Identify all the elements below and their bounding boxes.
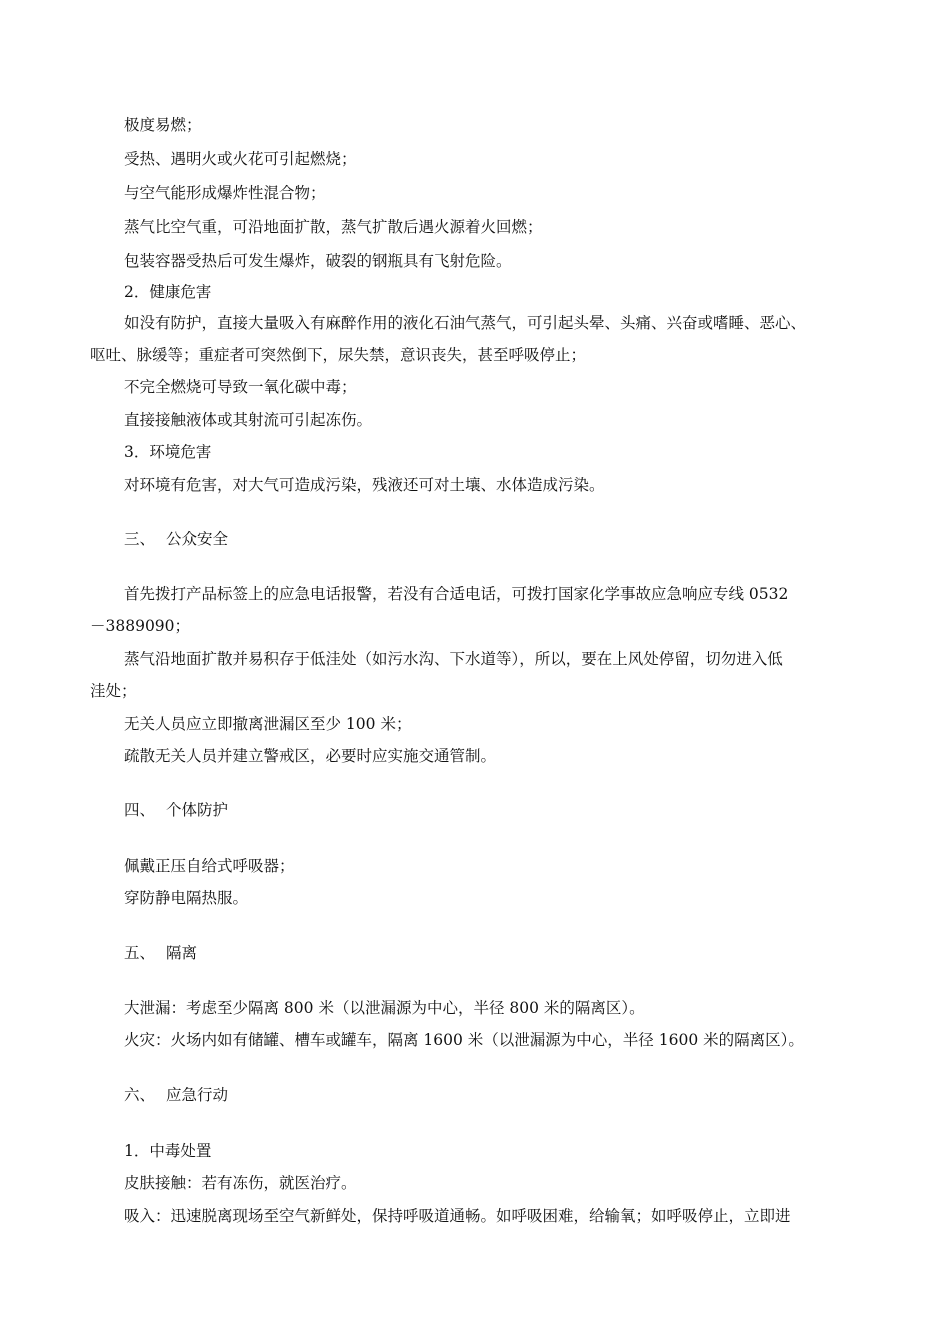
fire-hazard-line-3: 与空气能形成爆炸性混合物； [124,184,326,202]
emergency-line-inhalation: 吸入：迅速脱离现场至空气新鲜处，保持呼吸道通畅。如呼吸困难，给输氧；如呼吸停止，立即进 [124,1207,791,1225]
environment-line-1: 对环境有危害，对大气可造成污染，残液还可对土壤、水体造成污染。 [124,476,605,494]
isolation-line-1: 大泄漏：考虑至少隔离 800 米（以泄漏源为中心，半径 800 米的隔离区）。 [124,999,645,1017]
isolation-line-2: 火灾：火场内如有储罐、槽车或罐车，隔离 1600 米（以泄漏源为中心，半径 1600 米的隔离区）。 [124,1031,804,1049]
section-title: 公众安全 [166,530,229,548]
section-title: 应急行动 [166,1086,229,1104]
health-line-frostbite: 直接接触液体或其射流可引起冻伤。 [124,411,373,429]
health-hazard-title: 2．健康危害 [124,283,212,301]
emergency-heading [124,1085,228,1105]
public-safety-heading [124,529,228,549]
public-safety-line-1b: －3889090； [90,617,191,635]
public-safety-line-2a: 蒸气沿地面扩散并易积存于低洼处（如污水沟、下水道等），所以，要在上风处停留，切勿进入低 [124,650,783,668]
emergency-line-skin: 皮肤接触：若有冻伤，就医治疗。 [124,1174,357,1192]
environment-hazard-title: 3．环境危害 [124,443,212,461]
public-safety-line-3: 无关人员应立即撤离泄漏区至少 100 米； [124,715,412,733]
section-number: 六、 [124,1086,156,1104]
section-title: 隔离 [166,944,198,962]
fire-hazard-line-1: 极度易燃； [124,116,202,134]
ppe-line-2: 穿防静电隔热服。 [124,889,249,907]
ppe-heading [124,800,228,820]
health-paragraph-line-1: 如没有防护，直接大量吸入有麻醉作用的液化石油气蒸气，可引起头晕、头痛、兴奋或嗜睡、恶心、 [124,314,807,332]
public-safety-line-4: 疏散无关人员并建立警戒区，必要时应实施交通管制。 [124,747,497,765]
isolation-heading [124,943,197,963]
section-number: 五、 [124,944,156,962]
section-number: 四、 [124,801,156,819]
public-safety-line-1a: 首先拨打产品标签上的应急电话报警，若没有合适电话，可拨打国家化学事故应急响应专线 0532 [124,585,789,603]
public-safety-line-2b: 洼处； [90,682,137,700]
poisoning-subheading: 1．中毒处置 [124,1142,212,1160]
section-title: 个体防护 [166,801,229,819]
fire-hazard-line-4: 蒸气比空气重，可沿地面扩散，蒸气扩散后遇火源着火回燃； [124,218,543,236]
ppe-line-1: 佩戴正压自给式呼吸器； [124,857,295,875]
health-line-co: 不完全燃烧可导致一氧化碳中毒； [124,378,357,396]
health-paragraph-line-2: 呕吐、脉缓等；重症者可突然倒下，尿失禁，意识丧失，甚至呼吸停止； [90,346,587,364]
fire-hazard-line-2: 受热、遇明火或火花可引起燃烧； [124,150,357,168]
section-number: 三、 [124,530,156,548]
fire-hazard-line-5: 包装容器受热后可发生爆炸，破裂的钢瓶具有飞射危险。 [124,252,512,270]
